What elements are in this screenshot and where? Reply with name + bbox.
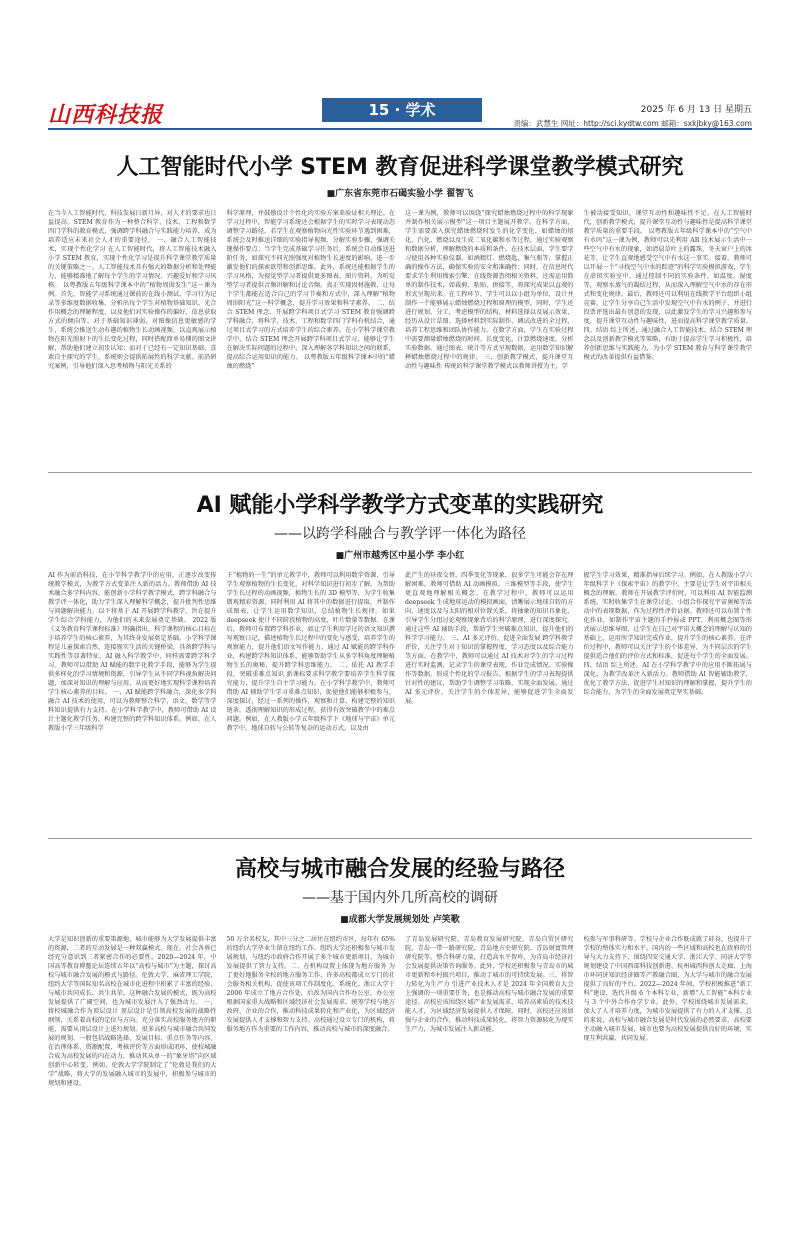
article-author: ■成都大学发展规划处 卢笑歌 — [340, 915, 460, 925]
editor-info: 责编：武慧生 网址：http://sci.kydtw.com 邮箱：sxkjbky@163.com — [513, 119, 752, 128]
article-column: 科学原理，并鼓励设计个性化的实验方案来验证相关理论。在学习过程中，智能学习系统还会根据学生的实时学习表现动态调整学习路径。若学生在观察植物向光性实验环节遇到困难，系统会及时推送详细的实验指导视频、分解实验步骤，强调关键操作要点；当学生完成基础学习任务后，系统会自动推送进阶任务，如探究不同光照强度对植物生长速度的影响，进一步激发他们的探索欲望和创新思维。此外，系统还能根据学生的学习风格，为视觉型学习者提供更多图表、图片资料，为听觉型学习者提供音频讲解和讨论音频。真正实现因材施教，让每个学生都能在适合自己的学习节奏和方式中，深入理解“植物周围阳光”这一科学概念，提升学习效果和科学素养。 二、结合 STEM 理念，开展跨学科项目式学习 STEM 教育强调跨学科融合，将科学、技术、工程和数学四门学科有机结合，通过项目式学习的方式培养学生的综合素养。在小学科学课堂教学中，结合 STEM 理念开展跨学科项目式学习，能够让学生在解决实际问题的过程中，深入理解各学科知识之间的联系，提高综合运用知识的能力。 以粤教版五年级科学课本中的“蜡烛的燃烧” — [226, 210, 395, 370]
header-rule — [48, 128, 752, 130]
page-section-label: 15 · 学术 — [322, 98, 482, 122]
article-ai-science — [48, 488, 752, 828]
article-body — [48, 209, 752, 449]
article-title: AI 赋能小学科学教学方式变革的实践研究 — [196, 493, 604, 518]
article-stem — [48, 150, 752, 460]
article-body — [48, 571, 752, 821]
article-column: AI 作为前沿科技，在小学科学教学中的应用，正逐步改变传统教学模式，为教学方式变革注入新的活力。教师借助 AI 技术融合多学科内容，能创新小学科学教学模式，跨学科融合与教学评一体化，助力学生深入理解科学概念，提升批判性思维与问题解决能力。以下将基于 AI 开展跨学科教学，旨在提升学生综合学科能力，为他们的未来发展奠定基础。 2022 版《义务教育科学课程标准》明确指出，科学课程的核心目标在于培养学生的核心素养，为其终身发展奠定基础。小学科学课程是儿童探索自然、连接现实生活的关键桥梁，具备跨学科与实践性等显著特征。AI 融入科学教学中，同样需要跨学科学习。教师可以借助 AI 赋能的数字化教学手段，能够为学生提供多样化的学习情境和资源，引导学生从不同学科视角解决问题，加深对知识的理解与应用，从而更好地实现科学课程培养学生核心素养的目标。 一、AI 赋能跨学科融合，深化多学科融合 AI 技术的使用，可以为教师整合科学、语文、数学等学科知识提供有力支持。在小学科学教学中，教师可借助 AI 设计主题化教学任务，构建完整的跨学科知识体系。例如，在人教版小学三年级科学 — [48, 572, 217, 732]
article-column: 这一课为例，教师可以围绕“探究蜡烛燃烧过程中的科学现象并制作相关展示模型”这一项目主题展开教学。在科学方面，学生需要深入探究蜡烛燃烧时发生的化学变化，如蜡烛的熔化、汽化、燃烧以及生成二氧化碳和水等过程，通过实验观察和数据分析，理解燃烧的本质和条件。在技术层面，学生要学习使用各种实验仪器，如酒精灯、燃烧匙、集气瓶等，掌握正确的操作方法，确保实验的安全和准确性；同时，在信息时代要求学生利用搜索引擎、在线资源查阅相关资料，还需运用简单的制作技术，如裁剪、粘贴、拼接等，将探究成果以直观的形式呈现出来。在工程环节，学生可以以小组为单位，设计并制作一个能够展示蜡烛燃烧过程和原理的模型。同时，学生还进行规划、分工，考虑模型的结构、材料选择以及展示效果，经历从设计草图、选择材料到实际制作、调试改进的全过程，培养工程思维和团队协作能力。在数学方面，学生在实验过程中需要测量蜡烛燃烧的时间、长度变化，计算燃烧速度，分析实验数据，通过图表、统计等方式呈现数据，运用数学知识解释蜡烛燃烧过程中的规律。 三、创新教学模式，提升课堂互动性与趣味性 传统的科学课堂教学模式以教师讲授为主，学 — [405, 210, 574, 370]
article-title: 高校与城市融合发展的经验与路径 — [234, 857, 565, 882]
article-column: 下“植物的一生”的单元教学中，教师可以利用数字资源，引导学生观察植物的生长变化，对科学知识进行初步了解。为帮助学生长过程的动画视频，植物生长的 3D 模型等，为学生收集微观精彩资源，同时利用 AI 将其中的数据进行提取，并制作成图表，让学生运用数学知识，总结植物生长规律。如果 deepseek 使计不同阶段植物的高度，叶片数量等数据。在课后，教师可布置跨学科作业，如让学生利用学过的语文知识撰写观察日记，描述植物生长过程中的变化与感受，培养学生的观察能力，提升他们语文写作能力。通过 AI 赋能的跨学科作业，构建跨学科知识体系，能够帮助学生从多学科角度理解植物生长的奥秘，提升跨学科思维能力。 二、依托 AI 教学手段，突破重难点知识 新课标要求科学教学要培养学生科学探究能力，提升学生自主学习能力。在小学科学教学中，教师可借助 AI 辅助学生学习重难点知识，促使他们能够积极参与，深度探讨，经过一系列的操作，观察和计算，构建完整的知识链条，透彻理解知识的形成过程，获得有效突破教学中的难点问题。例如，在人教版小学五年级科学下《地球与宇宙》单元教学中，地球自转与公转等复杂的运动方式，以及由 — [226, 572, 395, 732]
article-column: 在当今人工智能时代，科技发展日新月异，对人才的要求也日益提高。STEM 教育作为一种整合科学、技术、工程和数学四门学科的教育模式，强调跨学科融合与实践能力培养，成为培养适应未来社会人才的重要途径。 一、融合人工智能技术，实现个性化学习 在人工智能时代，将人工智能技术融入小学 STEM 教育，实现个性化学习是提升科学课堂教学质量的关键策略之一。人工智能技术具有强大的数据分析和处理能力，能够精准地了解每个学生的学习情况、兴趣爱好和学习风格。 以粤教版五年级科学课本中的“植物周围发生”这一课为例。首先，智能学习系统通过课前的在线小测试、学习行为记录等多维度数据收集，分析出每个学生对植物基础知识、光合作用概念的理解程度，以及他们对实验操作的偏好、信息获取方式的倾向等。对于基础知识薄弱、对图像信息更敏感的学生，系统会推送生动有趣的植物生长动画视频，以直观展示植物在阳光照射下的生长变化过程，同时搭配简单易懂的图文讲解，帮助他们建立初步认知；而对于已经有一定知识基础、喜欢自主探究的学生，系统则会提供拓展性的科学文献、前沿研究案例，引导他们深入思考植物与阳光关系的 — [48, 210, 217, 370]
article-body — [48, 935, 752, 1205]
article-column: 握学生学习效果，精准指导后续学习。例如，在人教版小学六年级科学下《探索宇宙》的教学中，主要是让学生对宇宙相关概念的理解。教师在开展教学评价时，可以利用 AI 智能监测系统，实时收集学生在课堂讨论、小组合作探究宇宙奥秘等活动中的表现数据，作为过程性评价证据。教师还可以布置个性化作业，如制作宇宙主题的手抄报或 PPT，利用概念图等形式展示思维导图，让学生在自己对宇宙大概念的理解与认知的基础上，运用所学知识完成作业，提升学生的核心素养。在评价过程中，教师可以关注学生的个体差异，为不同层次的学生提供适合他们的评价方式和标准，促进每个学生的全面发展。 四、结语 综上所述，AI 在小学科学教学中的应用不断拓展与深化，为教学改革注入新活力。教师借助 AI 智能辅助教学，优化了教学方法，促进学生对知识的理解和掌握，提升学生的综合能力，为学生的全面发展奠定坚实基础。 — [583, 572, 752, 696]
article-column: 50 万余名校友，其中三分之二居住在纽约市区，每年有 65%的纽约大学毕业生留在纽约工作。纽约大学还积极参与城市发展规划，与纽约市政府合作开展了多个城市更新项目，为城市发展提供了智力支持。二、在机构设置上体现为地方服务 为了更好地服务全校的地方服务工作，许多高校都成立专门的社会服务相关机构，促使该项工作制度化、系统化。浙江大学于 2006 年成立了地方合作处，后改为国内合作办公室，办公室根据国家重大战略和区域经济社会发展需求，统筹学校与地方政府、企业的合作，推动科技成果转化和产业化，为区域经济发展提供人才支撑和智力支持。高校通过设立专门的机构，将服务地方作为重要的工作内容，推动高校与城市的深度融合。 — [226, 936, 395, 1033]
article-university-city — [48, 852, 752, 1212]
article-column: 生被动接受知识，课堂互动性和趣味性不足。在人工智能时代，创新教学模式，提升课堂互动性与趣味性是提高科学课堂教学质量的重要手段。 以粤教版五年级科学课本中的“空气中有水吗”这一课为例，教师可以先利用 AR 技术展示生活中一些空气中有水的现象，如清晨草叶上的露珠、冬天窗户上的冰花等，让学生直观地感受空气中有水这一事实。接着，教师可以开展一个“寻找空气中水的踪迹”的科学实验模拟游戏，学生在虚拟实验室中，通过控制不同的实验条件，如温度、湿度等，观察水蒸气的凝结过程，从而深入理解空气中水的存在形式和变化规律。最后，教师还可以利用在线教学平台组织小组竞赛，让学生分享自己生活中发现空气中有水的例子，并进行投票评选出最有创意的发现，以此激发学生的学习兴趣和参与度，提升课堂互动性与趣味性，进而提高科学课堂教学质量。 四、结语 综上所述，通过融合人工智能技术、结合 STEM 理念以及创新教学模式等策略，有助于提高学生学习积极性，培养创新思维与实践能力，为小学 STEM 教育与科学课堂教学模式的改革提供有益借鉴。 — [583, 210, 752, 361]
article-subtitle: ——以跨学科融合与教学评一体化为路径 — [274, 526, 526, 542]
issue-date: 2025 年 6 月 13 日 星期五 — [640, 105, 752, 115]
article-author: ■广东省东莞市石碣实验小学 翟智飞 — [326, 189, 474, 199]
masthead — [0, 0, 800, 130]
article-divider — [48, 472, 752, 473]
article-title: 人工智能时代小学 STEM 教育促进科学课堂教学模式研究 — [116, 155, 684, 180]
article-column: 校参与军事科研等。学校与企业合作既成就了硅谷，也提升了学校的整体实力和水平。国内的一些区域和高校也在政府的引导与大力支持下，围绕四安交通大学、浙江大学、同济大学等规划建设了中国西部科技创新港、杭州城西科创大走廊、上海市环同济知识经济圈等产教融合圈，为大学与城市的融合发展提供了良好的平台。2022—2024 年间，学校积极推进“新工科”建设，选代升级 6 个本科专业，新增“人工智能”本科专业与 3 个中外合作办学专业。此外，学校围绕城市发展需求，加大了人才培养力度，为城市发展提供了有力的人才支撑。总的来说，高校与城市融合发展是时代发展的必然要求，高校要主动融入城市发展，城市也要为高校发展提供良好的环境，实现互利共赢、共同发展。 — [583, 936, 752, 1042]
article-column: 大学是知识创新的重要策源地，城市能够为大学发展提供丰富的资源，二者的互动发展是一种双赢模式。现在，社会各界已经充分意识到二者紧密合作的必要性。2020—2024 年，中国高等教育博鳌论坛连续五年以“高校与城市”为主题，探讨高校与城市融合发展的模式与路径。伦敦大学、麻省理工学院、纽约大学等国际知名高校在城市化进程中积累了丰富的经验，与城市共同成长、共生共荣。这种融合发展的模式，既为高校发展提供了广阔空间，也为城市发展注入了强劲动力。 一、将校城融合作为顶层设计 顶层设计是引领高校发展的战略性纲领，关系着高校的定位与方向。充分落实高校服务地方的职能，需要从顶层设计上进行规划。很多高校与城市融合共同发展的规划，一般包括战略选择、发展目标、重点任务等内容，在治理体系、资源配置、考核评价等方面形成闭环，使校城融合成为高校发展的内在动力，推动其从单一的“象牙塔”向区域创新中心转变。例如，伦敦大学学院制定了“伦敦是我们的大学”战略，将大学的发展融入城市的发展中，积极参与城市的规划和建设。 — [48, 936, 217, 1087]
article-column: 此产生的昼夜交替，四季变化等现象，很多学生可能会存在理解困难。教师可借助 AI 动画模拟、三维模型等手段，使学生更直观地理解相关概念。在教学过程中，教师可以运用 deepseek 生成地球运动的模拟画面，清晰展示地球自转的方向、速度以及与太阳的相对位置关系，将抽象的知识具象化，引导学生分组讨论观察现象背后的科学原理，进行深度探究。通过这些 AI 辅助手段，帮助学生突破难点知识，提升他们的科学学习能力。 三、AI 多元评价，促进全面发展 跨学科教学评价，关注学生对于知识的掌握程度、学习态度以及综合能力等方面。在教学中，教师可以通过 AI 技术对学生的学习过程进行实时监测，记录学生的课堂表现、作业完成情况、实验操作等数据，形成个性化的学习报告。根据学生的学习表现提供针对性的建议，帮助学生调整学习策略，实现全面发展。通过 AI 多元评价，关注学生的个体差异，能够促进学生全面发展。 — [405, 572, 574, 705]
article-author: ■广州市越秀区中星小学 李小红 — [335, 551, 465, 561]
article-divider — [48, 838, 752, 839]
article-column: 了青岛发展研究院、青岛教育发展研究院、青岛自贸区研究院、青岛一带一路研究院、青岛地方史研究院、青岛财富管理研究院等，整合科研力量，打造高水平智库，为青岛市经济社会发展提供决策咨询服务。此外，学校还积极参与青岛市的城市更新和乡村振兴项目，推动了城市的可持续发展。三、将智力转化为生产力 引进产业技术人才是 2024 年全国教育大会上强调的一项重要任务，也是推动高校与城市融合发展的重要途径。高校应该围绕区域产业发展需求，培养高素质的技术技能人才，为区域经济发展提供人才保障。同时，高校还应该加强与企业的合作，推动科技成果转化，将智力资源转化为现实生产力，为城市发展注入新动能。 — [405, 936, 574, 1033]
article-subtitle: ——基于国内外几所高校的调研 — [302, 890, 498, 906]
newspaper-logo: 山西科技报 — [48, 103, 164, 128]
